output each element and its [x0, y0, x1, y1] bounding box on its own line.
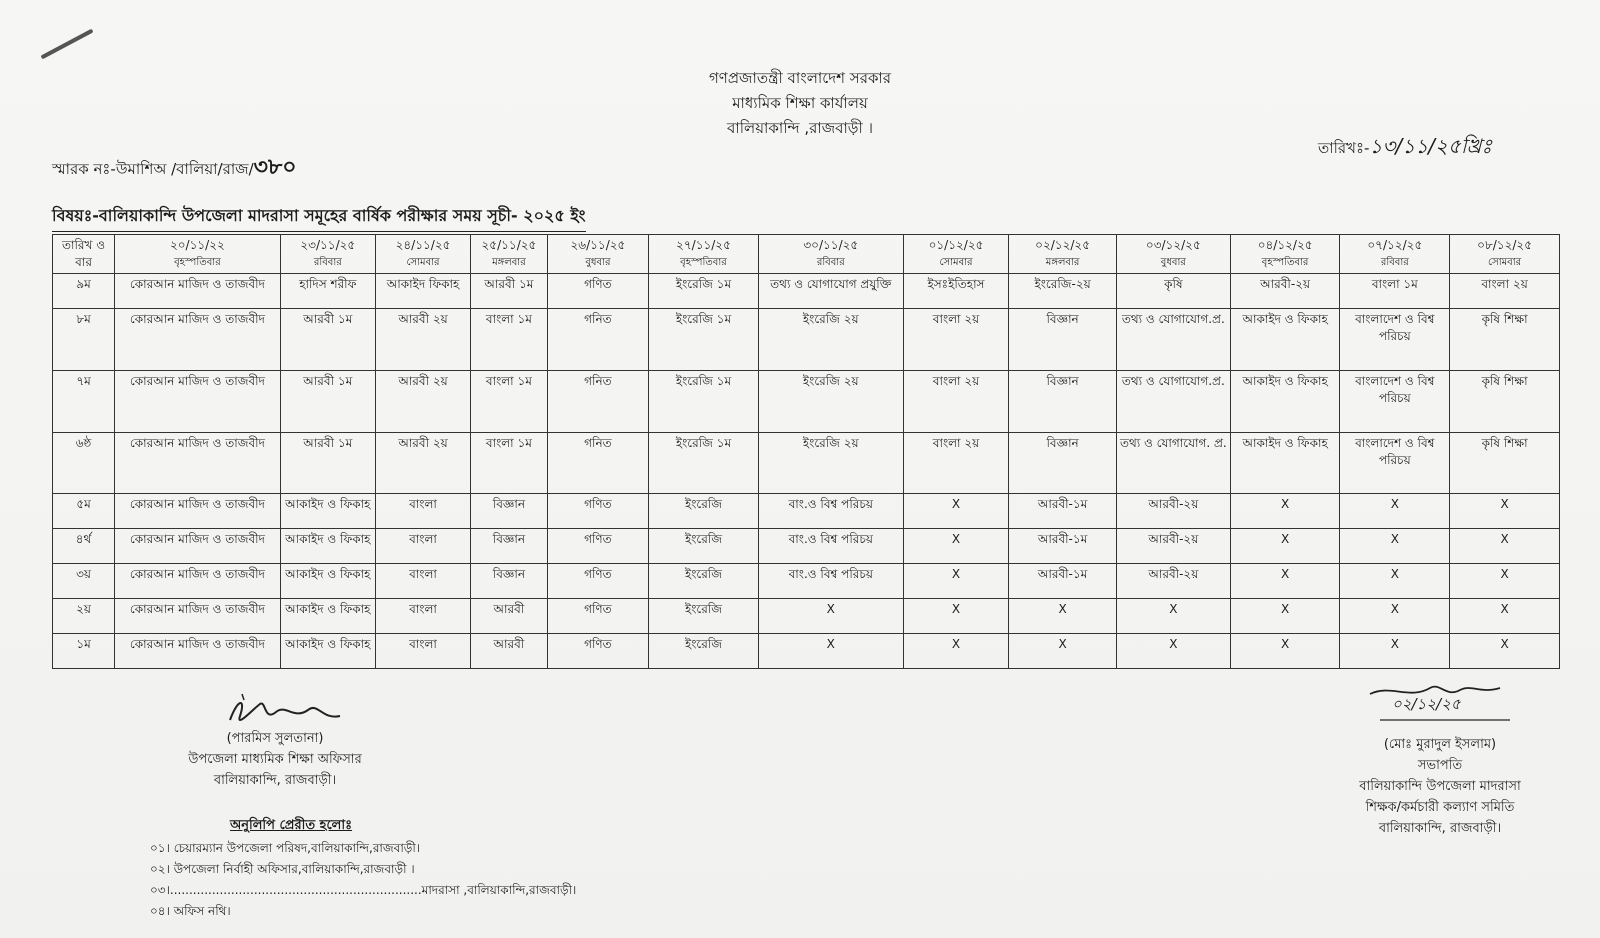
subject-cell: X — [1340, 494, 1450, 529]
subject-cell: কৃষি শিক্ষা — [1450, 432, 1560, 494]
subject-cell: X — [1450, 494, 1560, 529]
subject-cell: আকাইদ ও ফিকাহ — [1230, 432, 1340, 494]
subject-cell: গনিত — [547, 370, 648, 432]
table-row — [53, 370, 1560, 432]
table-header-row — [53, 235, 1560, 274]
subject-cell: আরবী ২য় — [375, 370, 470, 432]
copy-to-list — [150, 838, 576, 922]
column-date: ০২/১২/২৫ — [1035, 238, 1091, 252]
subject-cell: ইংরেজি — [649, 634, 759, 669]
subject-cell: আরবী ২য় — [375, 432, 470, 494]
subject-cell: ইংরেজি ১ম — [649, 274, 759, 309]
subject-cell: তথ্য ও যোগাযোগ প্রযুক্তি — [758, 274, 903, 309]
column-day: সোমবার — [1488, 257, 1522, 268]
exam-schedule-table — [52, 234, 1560, 669]
subject-cell: ইংরেজি-২য় — [1009, 274, 1117, 309]
column-date: ০৩/১২/২৫ — [1145, 238, 1201, 252]
subject-cell: আকাইদ ও ফিকাহ — [280, 564, 375, 599]
copy-to-title: অনুলিপি প্রেরীত হলোঃ — [230, 818, 353, 833]
column-day: রবিবার — [313, 257, 342, 268]
column-header — [649, 235, 759, 274]
subject-cell: আকাইদ ও ফিকাহ — [1230, 370, 1340, 432]
signatory-right-org2: শিক্ষক/কর্মচারী কল্যাণ সমিতি — [1365, 800, 1515, 815]
column-day: বৃহস্পতিবার — [680, 257, 727, 268]
subject-cell: ইংরেজি ২য় — [758, 370, 903, 432]
column-date: ০৮/১২/২৫ — [1477, 238, 1533, 252]
subject-cell: X — [1340, 634, 1450, 669]
table-row — [53, 564, 1560, 599]
subject-cell: ইংরেজি — [649, 494, 759, 529]
subject-cell: গনিত — [547, 308, 648, 370]
subject-cell: আকাইদ ফিকাহ — [375, 274, 470, 309]
subject-cell: বিজ্ঞান — [1009, 308, 1117, 370]
subject-cell: X — [1116, 599, 1230, 634]
memo-date — [1318, 132, 1492, 165]
subject-cell: বাংলাদেশ ও বিশ্ব পরিচয় — [1340, 308, 1450, 370]
column-header — [1230, 235, 1340, 274]
column-header — [280, 235, 375, 274]
subject-cell: কোরআন মাজিদ ও তাজবীদ — [115, 529, 281, 564]
subject-cell: আরবী-১ম — [1009, 529, 1117, 564]
subject-cell: বাংলা ১ম — [471, 308, 548, 370]
column-header — [375, 235, 470, 274]
subject-cell: আরবী-২য় — [1116, 529, 1230, 564]
subject-cell: X — [1230, 634, 1340, 669]
table-row — [53, 599, 1560, 634]
subject-cell: আরবী-১ম — [1009, 494, 1117, 529]
class-cell: ২য় — [53, 599, 115, 634]
subject-cell: গণিত — [547, 529, 648, 564]
column-day: সোমবার — [406, 257, 440, 268]
signatory-right-name: (মোঃ মুরাদুল ইসলাম) — [1383, 737, 1497, 752]
column-day: রবিবার — [1380, 257, 1409, 268]
signatory-left — [170, 728, 380, 791]
subject-cell: ইংরেজি — [649, 564, 759, 599]
subject-cell: বাংলা ১ম — [1340, 274, 1450, 309]
column-date: ২৩/১১/২৫ — [300, 238, 356, 252]
subject-cell: বাংলা ১ম — [471, 432, 548, 494]
subject-cell: X — [1450, 599, 1560, 634]
subject-cell: আকাইদ ও ফিকাহ — [280, 494, 375, 529]
subject-cell: কৃষি শিক্ষা — [1450, 308, 1560, 370]
subject-cell: বাংলা ২য় — [903, 308, 1009, 370]
subject-cell: কৃষি — [1116, 274, 1230, 309]
column-header — [471, 235, 548, 274]
subject-cell: আকাইদ ও ফিকাহ — [280, 634, 375, 669]
column-day: মঙ্গলবার — [1045, 257, 1080, 268]
subject-cell: বাংলা — [375, 529, 470, 564]
subject-cell: আকাইদ ও ফিকাহ — [1230, 308, 1340, 370]
column-date: ২৪/১১/২৫ — [395, 238, 451, 252]
signature-right-date: ০২/১২/২৫ — [1392, 695, 1461, 713]
date-value: ১৩/১১/২৫খ্রিঃ — [1369, 134, 1493, 158]
subject-cell: গণিত — [547, 494, 648, 529]
column-header — [1009, 235, 1117, 274]
subject-cell: গণিত — [547, 274, 648, 309]
class-cell: ৯ম — [53, 274, 115, 309]
subject-cell: বিজ্ঞান — [471, 494, 548, 529]
subject-cell: আরবী-২য় — [1116, 494, 1230, 529]
column-header — [547, 235, 648, 274]
subject-cell: আকাইদ ও ফিকাহ — [280, 529, 375, 564]
signatory-right-title: সভাপতি — [1417, 758, 1463, 773]
column-day: বুধবার — [585, 257, 611, 268]
subject-cell: বাং.ও বিশ্ব পরিচয় — [758, 529, 903, 564]
subject-cell: ইংরেজি ১ম — [649, 370, 759, 432]
subject-cell: আরবী-১ম — [1009, 564, 1117, 599]
subject-cell: আরবী-২য় — [1230, 274, 1340, 309]
subject-cell: ইংরেজি — [649, 599, 759, 634]
subject-cell: কোরআন মাজিদ ও তাজবীদ — [115, 432, 281, 494]
subject-cell: বাংলা ২য় — [903, 370, 1009, 432]
subject-cell: X — [1230, 599, 1340, 634]
subject-cell: বিজ্ঞান — [1009, 432, 1117, 494]
subject-cell: তথ্য ও যোগাযোগ.প্র. — [1116, 308, 1230, 370]
subject-cell: X — [1450, 529, 1560, 564]
table-row — [53, 274, 1560, 309]
copy-to-item: ০১। চেয়ারম্যান উপজেলা পরিষদ,বালিয়াকান্দি,রাজবাড়ী। — [150, 841, 421, 855]
copy-to-item: ০৪। অফিস নথি। — [150, 904, 231, 918]
memo-reference — [52, 150, 297, 187]
subject-cell: X — [903, 564, 1009, 599]
subject-cell: বাংলা ২য় — [1450, 274, 1560, 309]
table-row — [53, 494, 1560, 529]
class-cell: ৫ম — [53, 494, 115, 529]
class-cell: ৪র্থ — [53, 529, 115, 564]
class-cell: ৭ম — [53, 370, 115, 432]
class-cell: ৩য় — [53, 564, 115, 599]
subject-cell: গণিত — [547, 634, 648, 669]
subject-cell: X — [903, 599, 1009, 634]
subject-cell: বাংলা — [375, 564, 470, 599]
column-header — [115, 235, 281, 274]
subject-cell: আরবী ১ম — [280, 370, 375, 432]
subject-cell: ইংরেজি — [649, 529, 759, 564]
copy-to-item: ০২। উপজেলা নির্বাহী অফিসার,বালিয়াকান্দি,রাজবাড়ী । — [150, 862, 415, 876]
subject-cell: X — [1009, 634, 1117, 669]
subject-cell: বাংলা — [375, 599, 470, 634]
subject-cell: X — [1450, 634, 1560, 669]
subject-cell: আরবী ১ম — [280, 432, 375, 494]
subject-cell: কোরআন মাজিদ ও তাজবীদ — [115, 599, 281, 634]
column-day: বৃহস্পতিবার — [1261, 257, 1309, 268]
subject-cell: ইংরেজি ২য় — [758, 308, 903, 370]
subject-cell: ইসঃইতিহাস — [903, 274, 1009, 309]
subject-cell: তথ্য ও যোগাযোগ. প্র. — [1116, 432, 1230, 494]
subject-cell: X — [758, 599, 903, 634]
subject-cell: আরবী — [471, 634, 548, 669]
letterhead-govt: গণপ্রজাতন্ত্রী বাংলাদেশ সরকার — [708, 69, 892, 87]
date-label: তারিখঃ- — [1318, 139, 1370, 157]
subject-cell: X — [1230, 529, 1340, 564]
header-date-day-label: তারিখ ও বার — [53, 235, 115, 274]
subject-cell: X — [903, 634, 1009, 669]
subject-cell: আরবী ১ম — [280, 308, 375, 370]
subject-cell: X — [1116, 634, 1230, 669]
subject-cell: বিজ্ঞান — [471, 529, 548, 564]
subject-cell: হাদিস শরীফ — [280, 274, 375, 309]
subject-cell: গণিত — [547, 564, 648, 599]
subject-cell: X — [1340, 599, 1450, 634]
subject-cell: X — [758, 634, 903, 669]
column-date: ০৭/১২/২৫ — [1367, 238, 1423, 252]
copy-to-item: ০৩।..................................................................মাদরাসা ,বালিয়াকান্দি,রাজবাড়ী। — [150, 883, 577, 897]
subject-cell: বাংলাদেশ ও বিশ্ব পরিচয় — [1340, 370, 1450, 432]
subject-cell: আরবী ১ম — [471, 274, 548, 309]
subject-cell: ইংরেজি ২য় — [758, 432, 903, 494]
subject-cell: ইংরেজি ১ম — [649, 432, 759, 494]
column-date: ২৫/১১/২৫ — [481, 238, 537, 252]
subject-cell: বিজ্ঞান — [471, 564, 548, 599]
column-date: ০১/১২/২৫ — [928, 238, 984, 252]
table-row — [53, 308, 1560, 370]
subject-cell: আকাইদ ও ফিকাহ — [280, 599, 375, 634]
column-day: মঙ্গলবার — [492, 257, 526, 268]
subject-cell: বাংলাদেশ ও বিশ্ব পরিচয় — [1340, 432, 1450, 494]
column-date: ২০/১১/২২ — [169, 238, 225, 252]
subject-cell: X — [1009, 599, 1117, 634]
subject-cell: বিজ্ঞান — [1009, 370, 1117, 432]
column-day: সোমবার — [939, 257, 973, 268]
subject-cell: কোরআন মাজিদ ও তাজবীদ — [115, 564, 281, 599]
subject-cell: X — [1450, 564, 1560, 599]
column-date: ২৭/১১/২৫ — [676, 238, 731, 252]
table-row — [53, 529, 1560, 564]
column-header — [1116, 235, 1230, 274]
memo-label: স্মারক নঃ-উমাশিঅ /বালিয়া/রাজ/ — [52, 160, 254, 178]
signatory-left-place: বালিয়াকান্দি, রাজবাড়ী। — [213, 773, 337, 788]
letterhead — [560, 66, 1040, 141]
column-day: বুধবার — [1160, 257, 1186, 268]
subject-cell: ইংরেজি ১ম — [649, 308, 759, 370]
class-cell: ১ম — [53, 634, 115, 669]
signatory-right-place: বালিয়াকান্দি, রাজবাড়ী। — [1378, 821, 1502, 836]
subject-cell: X — [1340, 529, 1450, 564]
signatory-left-title: উপজেলা মাধ্যমিক শিক্ষা অফিসার — [188, 752, 362, 767]
subject-cell: কোরআন মাজিদ ও তাজবীদ — [115, 634, 281, 669]
table-row — [53, 432, 1560, 494]
subject-cell: তথ্য ও যোগাযোগ.প্র. — [1116, 370, 1230, 432]
subject-cell: বাংলা ২য় — [903, 432, 1009, 494]
column-header — [903, 235, 1009, 274]
class-cell: ৮ম — [53, 308, 115, 370]
subject-cell: বাংলা ১ম — [471, 370, 548, 432]
signatory-right — [1350, 734, 1530, 839]
column-date: ৩০/১১/২৫ — [803, 238, 859, 252]
subject-cell: আরবী-২য় — [1116, 564, 1230, 599]
subject-cell: কোরআন মাজিদ ও তাজবীদ — [115, 370, 281, 432]
column-day: রবিবার — [816, 257, 845, 268]
column-header — [1450, 235, 1560, 274]
subject-cell: বাং.ও বিশ্ব পরিচয় — [758, 564, 903, 599]
subject-cell: X — [1340, 564, 1450, 599]
subject-cell: X — [1230, 494, 1340, 529]
subject-cell: X — [1230, 564, 1340, 599]
pen-mark-decoration — [40, 29, 93, 60]
subject-cell: গনিত — [547, 432, 648, 494]
subject-line: বিষয়ঃ-বালিয়াকান্দি উপজেলা মাদরাসা সমূহের বার্ষিক পরীক্ষার সময় সূচী- ২০২৫ ইং — [52, 203, 586, 232]
subject-cell: আরবী ২য় — [375, 308, 470, 370]
subject-cell: কোরআন মাজিদ ও তাজবীদ — [115, 494, 281, 529]
subject-cell: বাংলা — [375, 634, 470, 669]
subject-cell: X — [903, 529, 1009, 564]
class-cell: ৬ষ্ঠ — [53, 432, 115, 494]
subject-cell: কৃষি শিক্ষা — [1450, 370, 1560, 432]
subject-cell: X — [903, 494, 1009, 529]
subject-cell: আরবী — [471, 599, 548, 634]
column-header — [1340, 235, 1450, 274]
column-date: ০৪/১২/২৫ — [1257, 238, 1313, 252]
subject-cell: কোরআন মাজিদ ও তাজবীদ — [115, 274, 281, 309]
table-row — [53, 634, 1560, 669]
subject-cell: কোরআন মাজিদ ও তাজবীদ — [115, 308, 281, 370]
column-day: বৃহস্পতিবার — [174, 257, 221, 268]
letterhead-office: মাধ্যমিক শিক্ষা কার্যালয় — [732, 94, 868, 112]
letterhead-place: বালিয়াকান্দি ,রাজবাড়ী । — [727, 119, 873, 137]
memo-number: ৩৮০ — [253, 155, 297, 180]
column-date: ২৬/১১/২৫ — [570, 238, 626, 252]
signatory-left-name: (পারমিস সুলতানা) — [226, 731, 324, 746]
subject-cell: বাং.ও বিশ্ব পরিচয় — [758, 494, 903, 529]
signatory-right-org1: বালিয়াকান্দি উপজেলা মাদরাসা — [1359, 779, 1521, 794]
subject-cell: গণিত — [547, 599, 648, 634]
subject-cell: বাংলা — [375, 494, 470, 529]
column-header — [758, 235, 903, 274]
